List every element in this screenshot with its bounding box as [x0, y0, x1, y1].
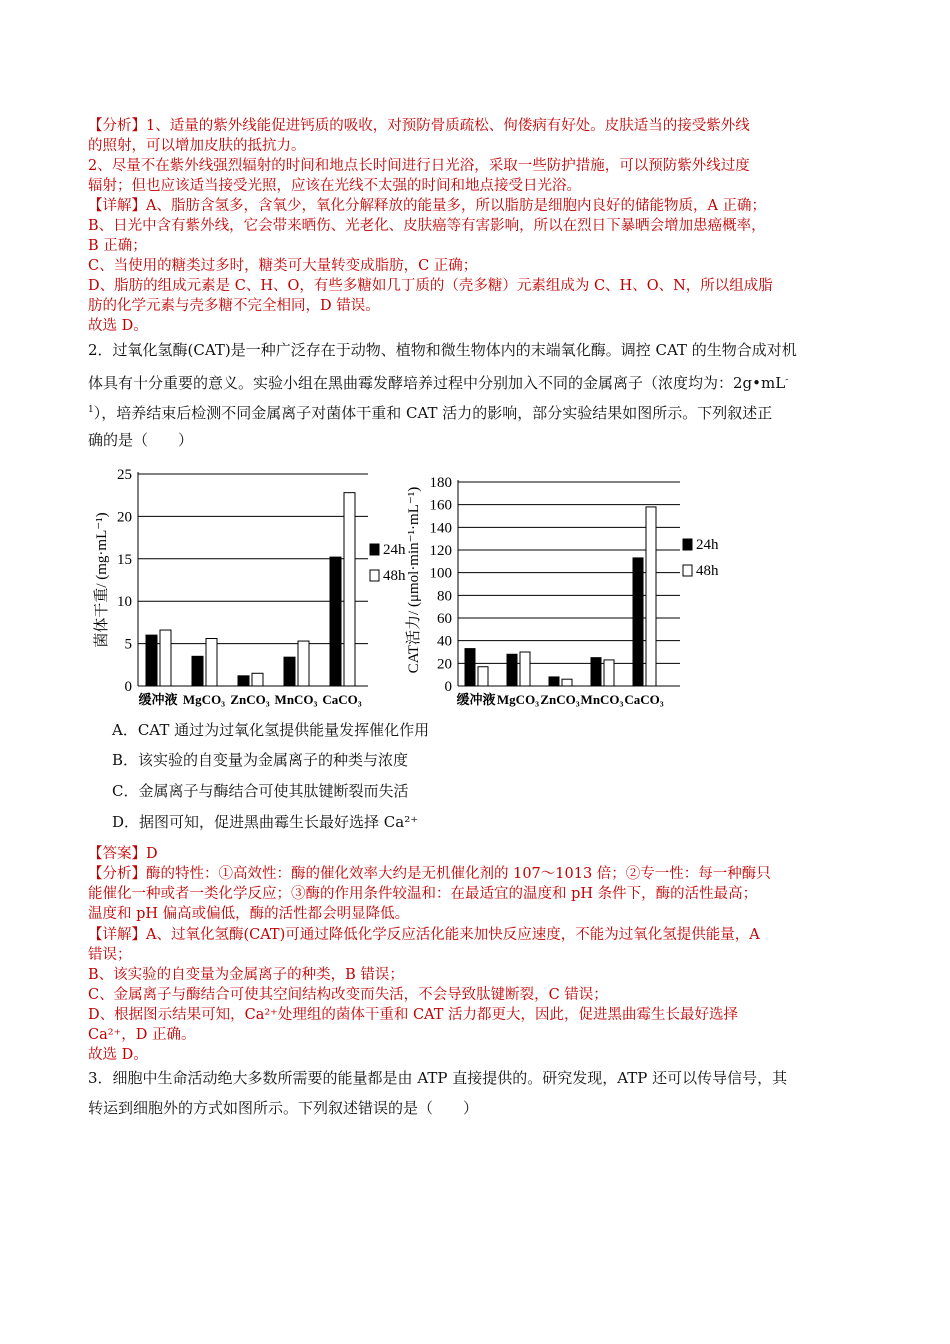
bar-48h — [252, 673, 263, 686]
y-axis-label: 菌体干重/ (mg·mL⁻¹) — [94, 512, 110, 648]
bar-24h — [330, 557, 341, 686]
bar-24h — [507, 654, 517, 686]
bar-48h — [206, 639, 217, 686]
detail-line: B 正确； — [88, 238, 147, 254]
question-3-line: 转运到细胞外的方式如图所示。下列叙述错误的是（ ） — [88, 1099, 479, 1117]
bar-24h — [284, 657, 295, 686]
y-tick-label: 20 — [437, 656, 452, 673]
x-tick-label: MgCO₃ — [182, 692, 226, 707]
legend-swatch — [683, 539, 692, 550]
detail-line: 故选 D。 — [88, 318, 148, 334]
y-tick-label: 80 — [437, 588, 452, 605]
y-tick-label: 5 — [124, 636, 132, 653]
detail-line: C、当使用的糖类过多时，糖类可大量转变成脂肪，C 正确； — [88, 258, 478, 274]
chart-cat-activity — [405, 475, 719, 707]
question-3-line: 3．细胞中生命活动绝大多数所需要的能量都是由 ATP 直接提供的。研究发现，ATP 还可以传导信号，其 — [88, 1069, 788, 1087]
legend-swatch — [683, 565, 692, 576]
y-tick-label: 60 — [437, 611, 452, 627]
detail-line: 【详解】A、过氧化氢酶(CAT)可通过降低化学反应活化能来加快反应速度，不能为过氧化氢提供能量，A — [88, 927, 760, 943]
detail-line: C、金属离子与酶结合可使其空间结构改变而失活，不会导致肽键断裂，C 错误； — [88, 987, 608, 1003]
legend-label: 24h — [383, 542, 406, 558]
x-tick-label: 缓冲液 — [138, 692, 178, 707]
y-tick-label: 25 — [117, 467, 132, 483]
legend-label: 48h — [696, 563, 719, 579]
answer-line: 【答案】D — [88, 846, 158, 862]
x-tick-label: MnCO₃ — [580, 692, 624, 707]
y-tick-label: 0 — [444, 679, 452, 695]
detail-line: B、日光中含有紫外线，它会带来晒伤、光老化、皮肤癌等有害影响，所以在烈日下暴晒会增加患癌概率， — [88, 218, 766, 234]
x-tick-label: MnCO₃ — [274, 692, 318, 707]
bar-24h — [591, 658, 601, 686]
option-d[interactable]: D．据图可知，促进黑曲霉生长最好选择 Ca²⁺ — [112, 813, 419, 831]
detail-line: 故选 D。 — [88, 1047, 148, 1063]
analysis-line: 辐射；但也应该适当接受光照，应该在光线不太强的时间和地点接受日光浴。 — [88, 178, 581, 194]
bar-48h — [478, 667, 488, 686]
y-tick-label: 140 — [429, 520, 452, 537]
bar-48h — [562, 679, 572, 686]
legend-label: 48h — [383, 568, 406, 584]
bar-24h — [238, 676, 249, 686]
x-tick-label: ZnCO₃ — [540, 692, 580, 707]
y-tick-label: 0 — [124, 679, 132, 695]
y-tick-label: 20 — [117, 509, 132, 526]
x-tick-label: 缓冲液 — [456, 692, 496, 707]
option-b[interactable]: B．该实验的自变量为金属离子的种类与浓度 — [112, 751, 409, 769]
y-tick-label: 160 — [429, 497, 452, 514]
detail-line: 肪的化学元素与壳多糖不完全相同，D 错误。 — [88, 298, 380, 314]
bar-48h — [520, 652, 530, 686]
y-axis-label: CAT活力/ (μmol·min⁻¹·mL⁻¹) — [406, 486, 422, 674]
detail-line: B、该实验的自变量为金属离子的种类，B 错误； — [88, 967, 404, 983]
y-tick-label: 10 — [117, 594, 132, 611]
analysis-line: 【分析】1、适量的紫外线能促进钙质的吸收，对预防骨质疏松、佝偻病有好处。皮肤适当的接受紫外线 — [88, 118, 750, 134]
detail-line: D、根据图示结果可知，Ca²⁺处理组的菌体干重和 CAT 活力都更大，因此，促进黑曲霉生长最好选择 — [88, 1007, 738, 1023]
bar-48h — [646, 507, 656, 686]
analysis-line: 温度和 pH 偏高或偏低，酶的活性都会明显降低。 — [88, 906, 410, 922]
bar-24h — [146, 635, 157, 686]
bar-48h — [344, 493, 355, 686]
question-2-line: 确的是（ ） — [88, 431, 194, 449]
charts-figure — [0, 456, 950, 716]
bar-48h — [298, 641, 309, 686]
y-tick-label: 40 — [437, 633, 452, 650]
option-c[interactable]: C．金属离子与酶结合可使其肽键断裂而失活 — [112, 782, 409, 800]
x-tick-label: MgCO₃ — [496, 692, 540, 707]
detail-line: 错误； — [88, 947, 132, 963]
option-a[interactable]: A．CAT 通过为过氧化氢提供能量发挥催化作用 — [112, 721, 430, 739]
y-tick-label: 100 — [429, 565, 452, 582]
bar-24h — [192, 656, 203, 686]
bar-24h — [465, 649, 475, 686]
analysis-line: 2、尽量不在紫外线强烈辐射的时间和地点长时间进行日光浴，采取一些防护措施，可以预防紫外线过度 — [88, 158, 750, 174]
bar-48h — [160, 630, 171, 686]
detail-line: D、脂肪的组成元素是 C、H、O，有些多糖如几丁质的（壳多糖）元素组成为 C、H、O、N，所以组成脂 — [88, 278, 773, 294]
analysis-line: 的照射，可以增加皮肤的抵抗力。 — [88, 138, 306, 154]
chart-dry-weight — [92, 467, 406, 707]
bar-24h — [549, 677, 559, 686]
question-2-line: 2．过氧化氢酶(CAT)是一种广泛存在于动物、植物和微生物体内的末端氧化酶。调控 CAT 的生物合成对机 — [88, 341, 797, 359]
analysis-line: 【分析】酶的特性：①高效性：酶的催化效率大约是无机催化剂的 107～1013 倍；②专一性：每一种酶只 — [88, 866, 771, 882]
bar-48h — [604, 660, 614, 686]
x-tick-label: ZnCO₃ — [230, 692, 270, 707]
legend-swatch — [370, 570, 379, 581]
y-tick-label: 120 — [429, 543, 452, 559]
question-2-line: $^1$），培养结束后检测不同金属离子对菌体干重和 CAT 活力的影响，部分实验结果如图所示。下列叙述正 — [88, 404, 773, 422]
x-tick-label: CaCO₃ — [322, 692, 362, 707]
x-tick-label: CaCO₃ — [624, 692, 664, 707]
y-tick-label: 180 — [429, 475, 452, 491]
legend-label: 24h — [696, 537, 719, 553]
detail-line: 【详解】A、脂肪含氢多，含氧少，氧化分解释放的能量多，所以脂肪是细胞内良好的储能物质，A 正确； — [88, 198, 767, 214]
analysis-line: 能催化一种或者一类化学反应；③酶的作用条件较温和：在最适宜的温度和 pH 条件下，酶的活性最高； — [88, 886, 758, 902]
y-tick-label: 15 — [117, 551, 132, 568]
detail-line: Ca²⁺，D 正确。 — [88, 1027, 196, 1043]
legend-swatch — [370, 544, 379, 555]
bar-24h — [633, 558, 643, 686]
question-2-line: 体具有十分重要的意义。实验小组在黑曲霉发酵培养过程中分别加入不同的金属离子（浓度均为：2g•mL- — [88, 374, 789, 392]
